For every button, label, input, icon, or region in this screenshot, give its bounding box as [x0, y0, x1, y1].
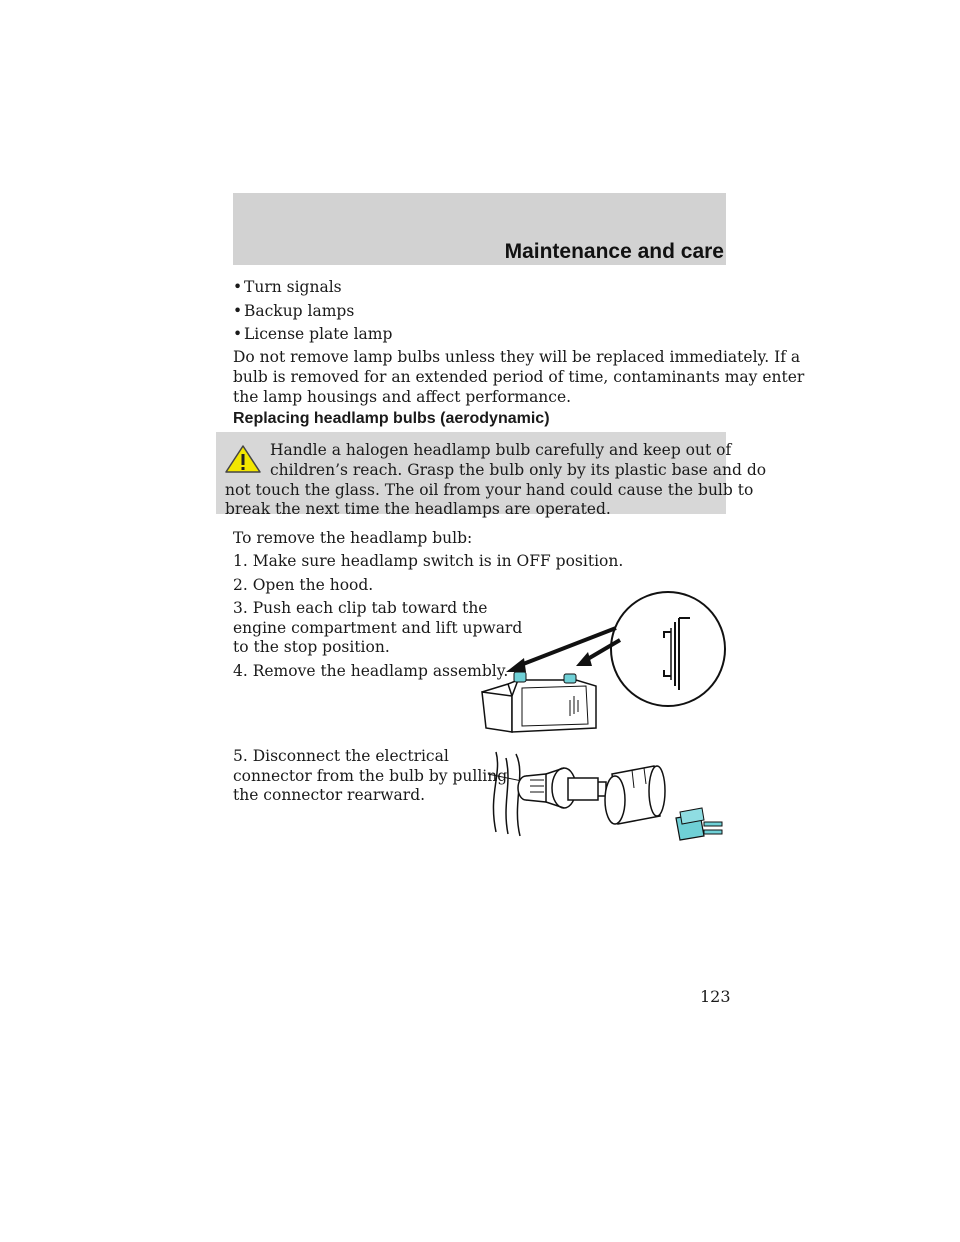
warning-line: break the next time the headlamps are operated. — [225, 500, 611, 518]
paragraph-line: Do not remove lamp bulbs unless they will be replaced immediately. If a — [233, 348, 801, 366]
list-item-text: Backup lamps — [244, 302, 355, 320]
list-item-text: Turn signals — [244, 278, 342, 296]
step-4: 4. Remove the headlamp assembly. — [233, 662, 509, 680]
section-title: Maintenance and care — [504, 240, 724, 263]
paragraph-line: the lamp housings and affect performance. — [233, 388, 572, 406]
list-item: • Turn signals — [233, 278, 342, 296]
page-number: 123 — [700, 987, 731, 1006]
list-item-text: License plate lamp — [244, 325, 393, 343]
headlamp-assembly-illustration — [478, 588, 728, 738]
step-1: 1. Make sure headlamp switch is in OFF position. — [233, 552, 624, 570]
step-2: 2. Open the hood. — [233, 576, 374, 594]
bulb-connector-illustration — [482, 744, 727, 844]
list-item: • License plate lamp — [233, 325, 393, 343]
subheading: Replacing headlamp bulbs (aerodynamic) — [233, 410, 550, 427]
list-item: • Backup lamps — [233, 302, 355, 320]
step-3-line: engine compartment and lift upward — [233, 619, 523, 637]
warning-triangle-icon — [224, 444, 262, 474]
warning-line: Handle a halogen headlamp bulb carefully and keep out of — [270, 441, 732, 459]
step-3-line: to the stop position. — [233, 638, 390, 656]
section-header — [233, 193, 726, 265]
procedure-intro: To remove the headlamp bulb: — [233, 529, 473, 547]
step-5-line: the connector rearward. — [233, 786, 426, 804]
step-3-line: 3. Push each clip tab toward the — [233, 599, 488, 617]
paragraph-line: bulb is removed for an extended period of time, contaminants may enter — [233, 368, 805, 386]
warning-line: children’s reach. Grasp the bulb only by its plastic base and do — [270, 461, 767, 479]
warning-line: not touch the glass. The oil from your hand could cause the bulb to — [225, 481, 754, 499]
step-5-line: 5. Disconnect the electrical — [233, 747, 449, 765]
step-5-line: connector from the bulb by pulling — [233, 767, 508, 785]
